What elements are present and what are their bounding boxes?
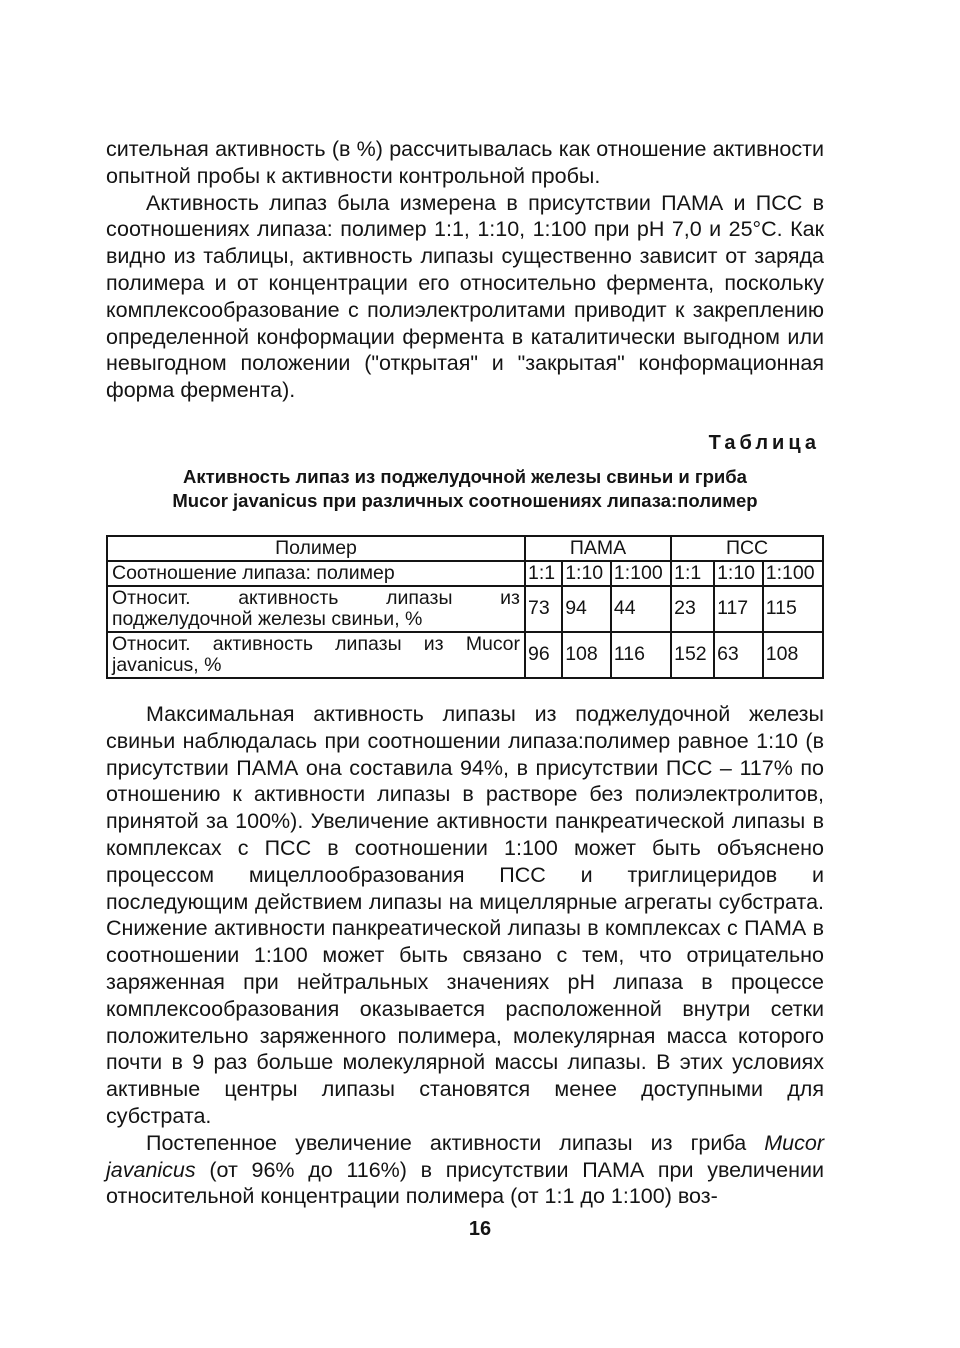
- lipase-activity-table: [106, 535, 824, 679]
- ratio-cell: 1:1: [525, 561, 562, 586]
- row-label-mucor: Относит. активность липазы из Mucor javanicus, %: [107, 632, 525, 678]
- table-row: [107, 632, 823, 678]
- page-number: 16: [468, 1218, 492, 1240]
- paragraph-gradual-increase: [106, 1130, 824, 1210]
- ratio-label: Соотношение липаза: полимер: [107, 561, 525, 586]
- table-label: Таблица: [708, 431, 820, 454]
- ratio-cell: 1:100: [611, 561, 671, 586]
- value-cell: 94: [562, 586, 611, 632]
- value-cell: 117: [714, 586, 763, 632]
- paragraph-intro-continuation: сительная активность (в %) рассчитывалась как отношение активности опытной пробы к активности контрольной пробы.: [106, 137, 824, 188]
- value-cell: 23: [671, 586, 714, 632]
- header-pss: ПСС: [671, 536, 823, 561]
- value-cell: 63: [714, 632, 763, 678]
- species-name: Mucor javanicus: [106, 1130, 824, 1182]
- table-title-line-2: Mucor javanicus при различных соотношениях липаза:полимер: [172, 489, 758, 511]
- ratio-cell: 1:10: [714, 561, 763, 586]
- paragraph-part-1: Постепенное увеличение активности липазы из гриба: [146, 1130, 765, 1155]
- table-header-row: [107, 536, 823, 561]
- value-cell: 108: [763, 632, 823, 678]
- value-cell: 73: [525, 586, 562, 632]
- header-polymer: Полимер: [107, 536, 525, 561]
- page-content: [106, 136, 824, 1210]
- paragraph-part-2: (от 96% до 116%) в присутствии ПАМА при увеличении относительной концентрации полимера (от 1:1 до 1:100) воз-: [106, 1157, 824, 1209]
- ratio-cell: 1:1: [671, 561, 714, 586]
- table-title: [106, 465, 824, 513]
- value-cell: 152: [671, 632, 714, 678]
- paragraph-lipase-activity: Активность липаз была измерена в присутствии ПАМА и ПСС в соотношениях липаза: полимер 1:1, 1:10, 1:100 при pH 7,0 и 25°С. Как видно из таблицы, активность липазы существенно зависит от заряда полимера и от концентрации его относительно фермента, поскольку комплексообразование с полиэлектролитами приводит к закреплению определенной конформации фермента в каталитически выгодном или невыгодном положении ("открытая" и "закрытая" конформационная форма фермента).: [106, 190, 824, 403]
- table-row: [107, 586, 823, 632]
- value-cell: 115: [763, 586, 823, 632]
- ratio-cell: 1:10: [562, 561, 611, 586]
- value-cell: 116: [611, 632, 671, 678]
- row-label-pancreatic: Относит. активность липазы из поджелудочной железы свиньи, %: [107, 586, 525, 632]
- value-cell: 108: [562, 632, 611, 678]
- table-ratio-row: [107, 561, 823, 586]
- ratio-cell: 1:100: [763, 561, 823, 586]
- header-pama: ПАМА: [525, 536, 671, 561]
- table-title-line-1: Активность липаз из поджелудочной железы свиньи и гриба: [183, 465, 747, 487]
- paragraph-max-activity: Максимальная активность липазы из поджелудочной железы свиньи наблюдалась при соотношении липаза:полимер равное 1:10 (в присутствии ПАМА она составила 94%, в присутствии ПСС – 117% по отношению к активности липазы в растворе без полиэлектролитов, принятой за 100%). Увеличение активности панкреатической липазы в комплексах с ПСС в соотношении 1:100 может быть объяснено процессом мицеллообразования ПСС и триглицеридов и последующим действием липазы на мицеллярные агрегаты субстрата. Снижение активности панкреатической липазы в комплексах с ПАМА в соотношении 1:100 может быть связано с тем, что отрицательно заряженная при нейтральных значениях pH липаза в процессе комплексообразования оказывается расположенной внутри сетки положительно заряженного полимера, молекулярная масса которого почти в 9 раз больше молекулярной массы липазы. В этих условиях активные центры липазы становятся менее доступными для субстрата.: [106, 701, 824, 1128]
- value-cell: 44: [611, 586, 671, 632]
- value-cell: 96: [525, 632, 562, 678]
